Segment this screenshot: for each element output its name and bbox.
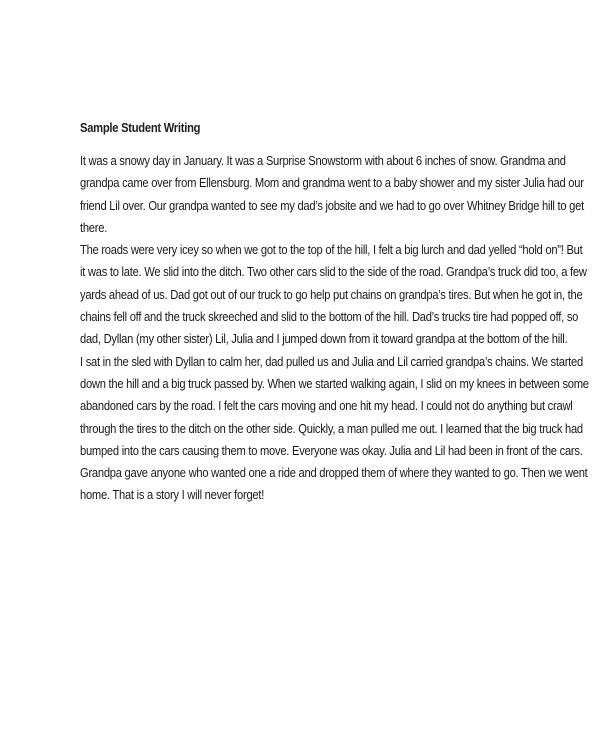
body-line: bumped into the cars causing them to move. Everyone was okay. Julia and Lil had been in front of the cars. xyxy=(80,442,583,458)
document-body xyxy=(80,150,600,507)
body-line: chains fell off and the truck skreeched and slid to the bottom of the hill. Dad’s trucks tire had popped off, so xyxy=(80,309,579,325)
body-line: there. xyxy=(80,219,108,235)
body-line: yards ahead of us. Dad got out of our truck to go help put chains on grandpa’s tires. But when he got in, the xyxy=(80,286,583,302)
body-line: The roads were very icey so when we got to the top of the hill, I felt a big lurch and dad yelled “hold on”! But xyxy=(80,242,583,258)
body-line: home. That is a story I will never forget! xyxy=(80,487,265,503)
document-title: Sample Student Writing xyxy=(80,120,201,135)
body-line: Grandpa gave anyone who wanted one a ride and dropped them of where they wanted to go. Then we went xyxy=(80,465,588,481)
body-line: down the hill and a big truck passed by. When we started walking again, I slid on my knees in between some xyxy=(80,375,589,391)
body-line: dad, Dyllan (my other sister) Lil, Julia and I jumped down from it toward grandpa at the bottom of the hill. xyxy=(80,331,568,347)
body-line: friend Lil over. Our grandpa wanted to see my dad’s jobsite and we had to go over Whitney Bridge hill to get xyxy=(80,197,584,213)
body-line: It was a snowy day in January. It was a Surprise Snowstorm with about 6 inches of snow. Grandma and xyxy=(80,153,566,168)
body-line: abandoned cars by the road. I felt the cars moving and one hit my head. I could not do anything but crawl xyxy=(80,398,573,414)
body-line: I sat in the sled with Dyllan to calm her, dad pulled us and Julia and Lil carried grandpa’s chains. We started xyxy=(80,353,583,369)
body-line: through the tires to the ditch on the other side. Quickly, a man pulled me out. I learned that the big truck had xyxy=(80,420,583,436)
body-line: grandpa came over from Ellensburg. Mom and grandma went to a baby shower and my sister Julia had our xyxy=(80,175,584,191)
body-line: it was to late. We slid into the ditch. Two other cars slid to the side of the road. Grandpa’s truck did too, a few xyxy=(80,264,587,280)
